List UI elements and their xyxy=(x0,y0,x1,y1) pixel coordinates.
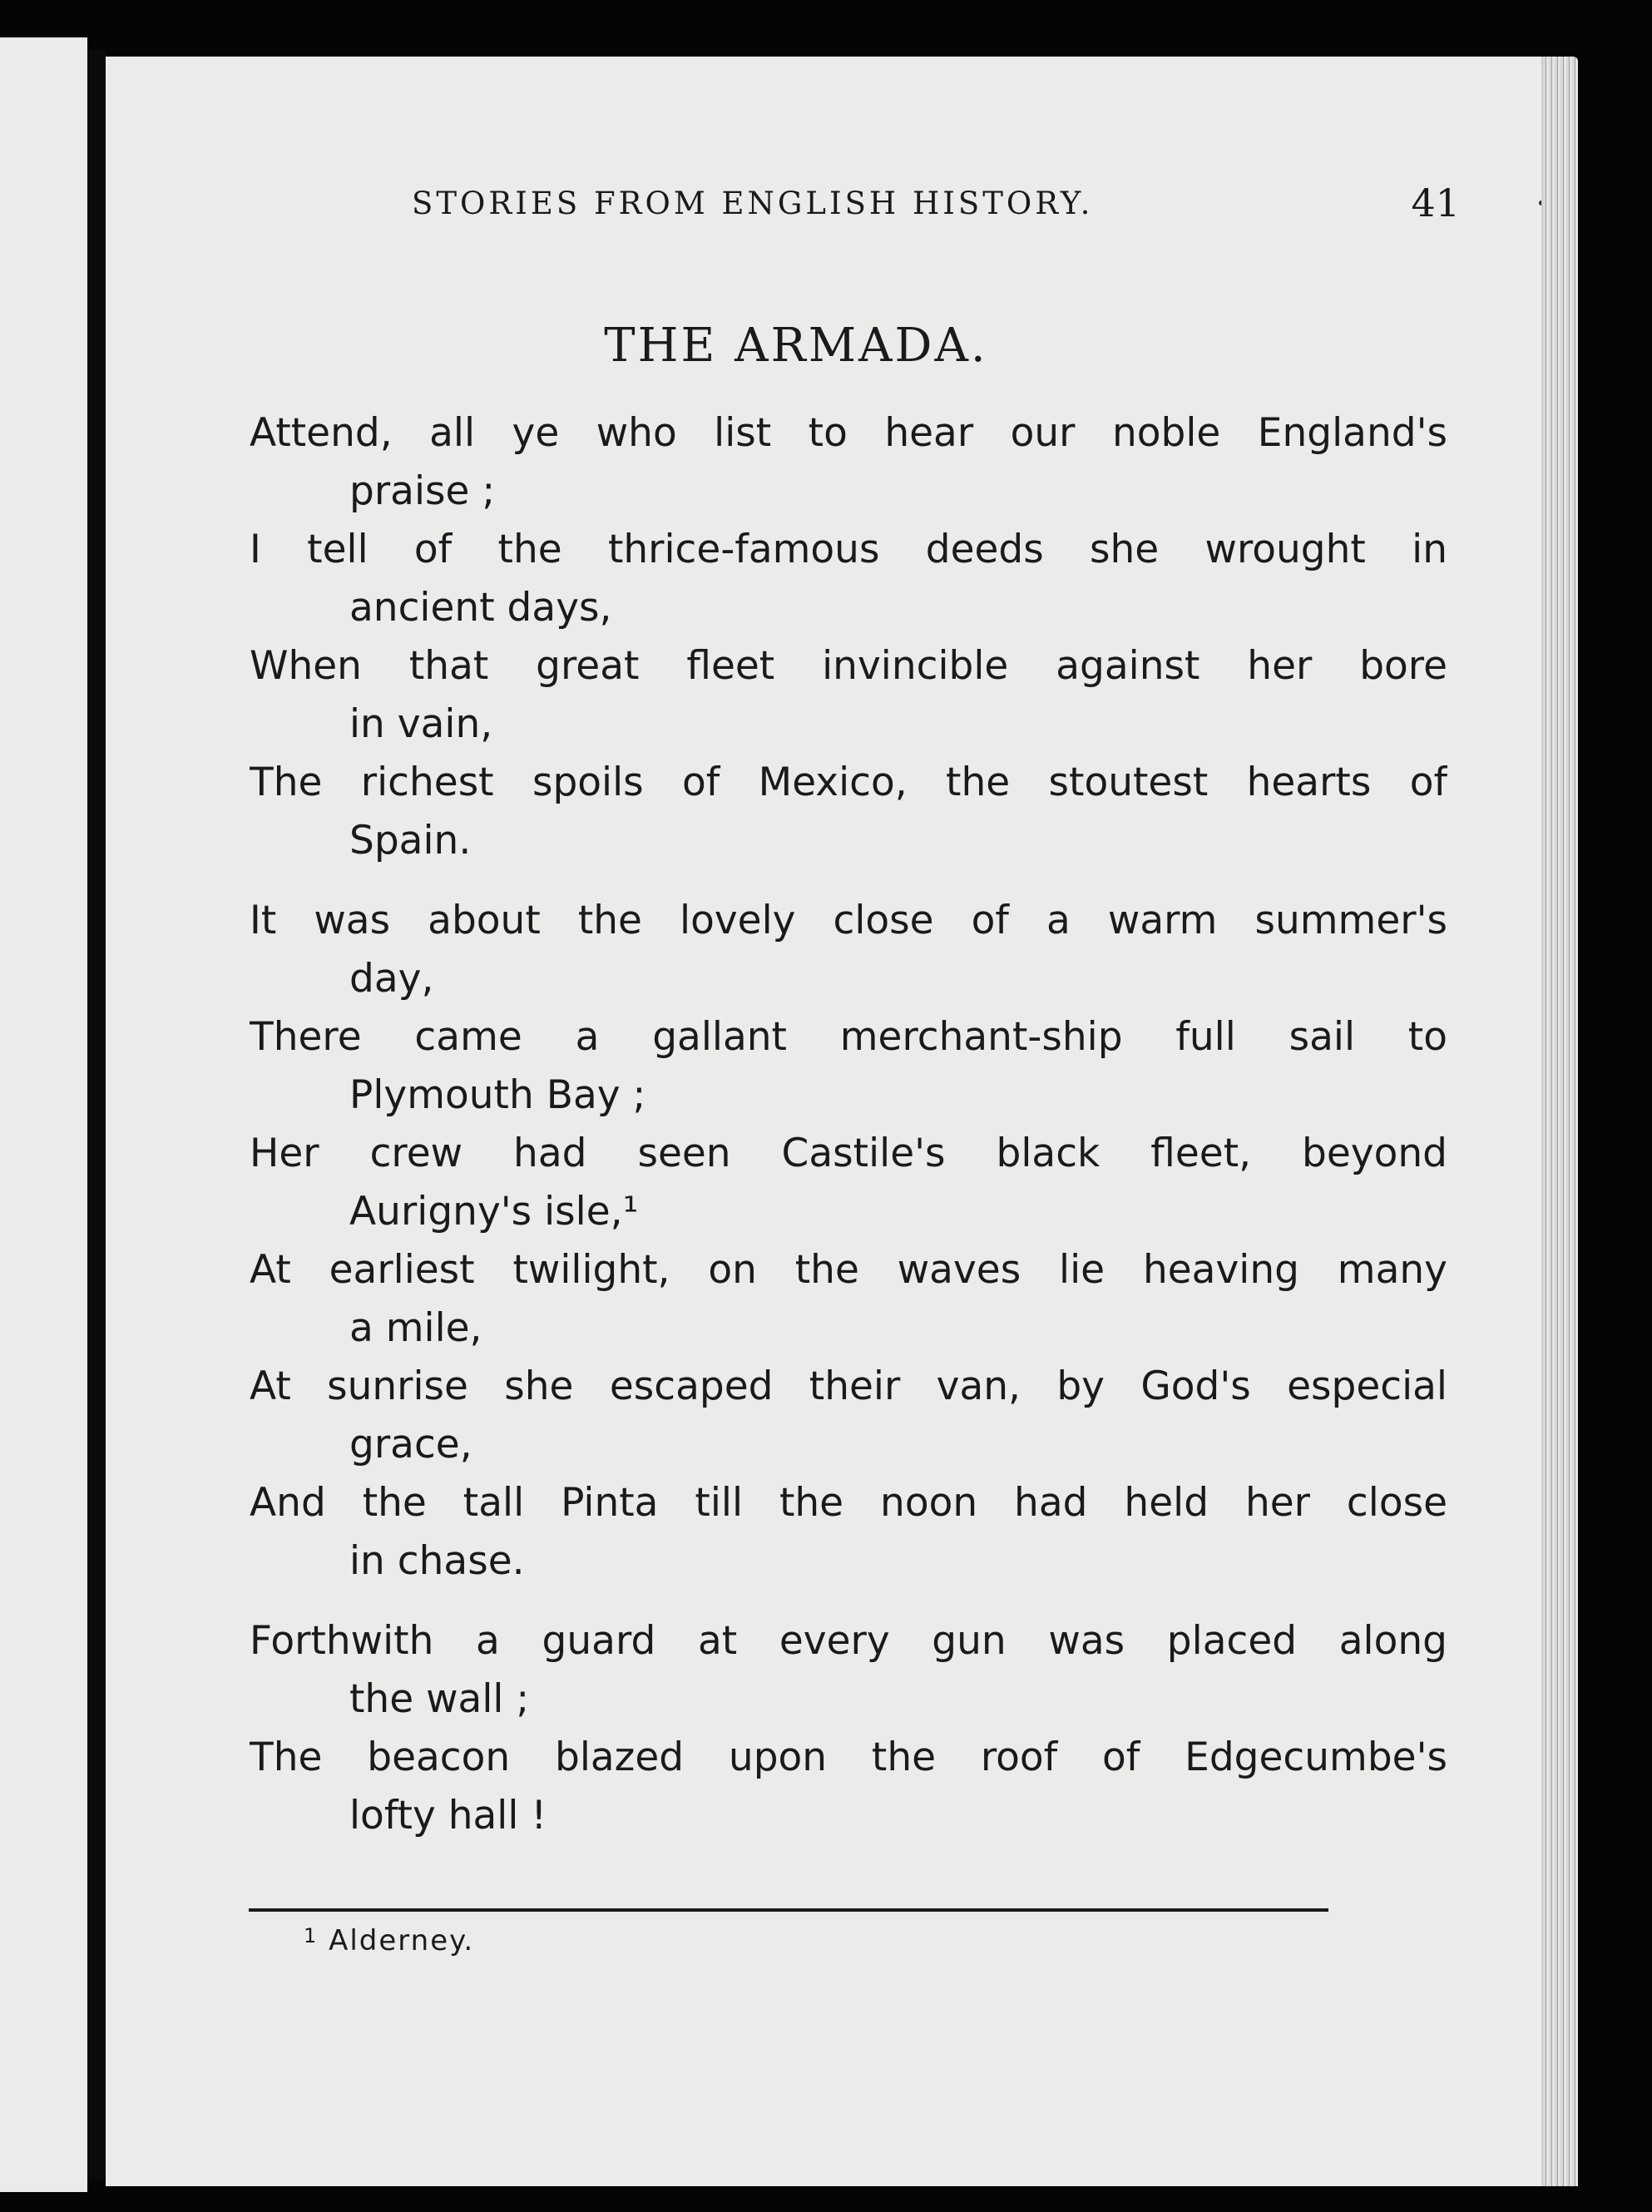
verse-line xyxy=(250,892,1447,1008)
verse-line xyxy=(250,1358,1447,1474)
book-page xyxy=(106,57,1578,2186)
verse-line-text: And the tall Pinta till the noon had held her close xyxy=(250,1480,1447,1526)
verse-line xyxy=(250,637,1447,754)
verse-line xyxy=(250,1612,1447,1729)
verse-line xyxy=(250,1008,1447,1125)
poem-body xyxy=(250,404,1447,1867)
verse-line-text: Attend, all ye who list to hear our noble England's xyxy=(250,410,1447,456)
stanza xyxy=(250,892,1447,1591)
stanza xyxy=(250,404,1447,870)
footnote-rule xyxy=(249,1908,1328,1912)
verse-line-continuation: in vain, xyxy=(349,701,493,747)
verse-line xyxy=(250,404,1447,521)
verse-line-continuation: Spain. xyxy=(349,818,472,864)
verse-line-continuation: lofty hall ! xyxy=(349,1793,547,1838)
verse-line xyxy=(250,1241,1447,1358)
verse-line-continuation: a mile, xyxy=(349,1305,482,1351)
running-head: STORIES FROM ENGLISH HISTORY. xyxy=(412,186,1094,221)
verse-line-text: It was about the lovely close of a warm summer's xyxy=(250,898,1447,943)
book-binding-gutter xyxy=(87,50,106,2180)
verse-line xyxy=(250,521,1447,637)
page-header xyxy=(412,181,1460,252)
verse-line xyxy=(250,754,1447,870)
verse-line-continuation: the wall ; xyxy=(349,1676,530,1722)
page-number: 41 xyxy=(1411,181,1460,225)
verse-line-continuation: grace, xyxy=(349,1422,472,1467)
verse-line-text: Forthwith a guard at every gun was placed along xyxy=(250,1618,1447,1664)
verse-line-continuation: in chase. xyxy=(349,1538,525,1584)
verse-line xyxy=(250,1125,1447,1241)
stanza xyxy=(250,1612,1447,1845)
verse-line-text: I tell of the thrice-famous deeds she wrought in xyxy=(250,527,1447,572)
verse-line-text: When that great fleet invincible against her bore xyxy=(250,643,1447,689)
poem-title: THE ARMADA. xyxy=(604,319,988,373)
verse-line-continuation: Plymouth Bay ; xyxy=(349,1072,646,1118)
verse-line-continuation: Aurigny's isle,¹ xyxy=(349,1189,639,1235)
verse-line-text: The beacon blazed upon the roof of Edgecumbe's xyxy=(250,1734,1447,1780)
verse-line xyxy=(250,1729,1447,1845)
footnote xyxy=(304,1924,474,1957)
verse-line-text: The richest spoils of Mexico, the stoutest hearts of xyxy=(250,760,1447,805)
verse-line-continuation: praise ; xyxy=(349,468,496,514)
previous-page-edge xyxy=(0,37,87,2192)
footnote-marker: 1 xyxy=(304,1924,319,1947)
footnote-text: Alderney. xyxy=(329,1924,475,1957)
verse-line-text: At sunrise she escaped their van, by God's especial xyxy=(250,1363,1447,1409)
verse-line xyxy=(250,1474,1447,1591)
verse-line-continuation: ancient days, xyxy=(349,585,612,631)
verse-line-text: Her crew had seen Castile's black fleet, beyond xyxy=(250,1131,1447,1176)
verse-line-text: At earliest twilight, on the waves lie heaving many xyxy=(250,1247,1447,1293)
verse-line-continuation: day, xyxy=(349,956,434,1002)
page-edges xyxy=(1541,57,1578,2186)
verse-line-text: There came a gallant merchant-ship full sail to xyxy=(250,1014,1447,1060)
